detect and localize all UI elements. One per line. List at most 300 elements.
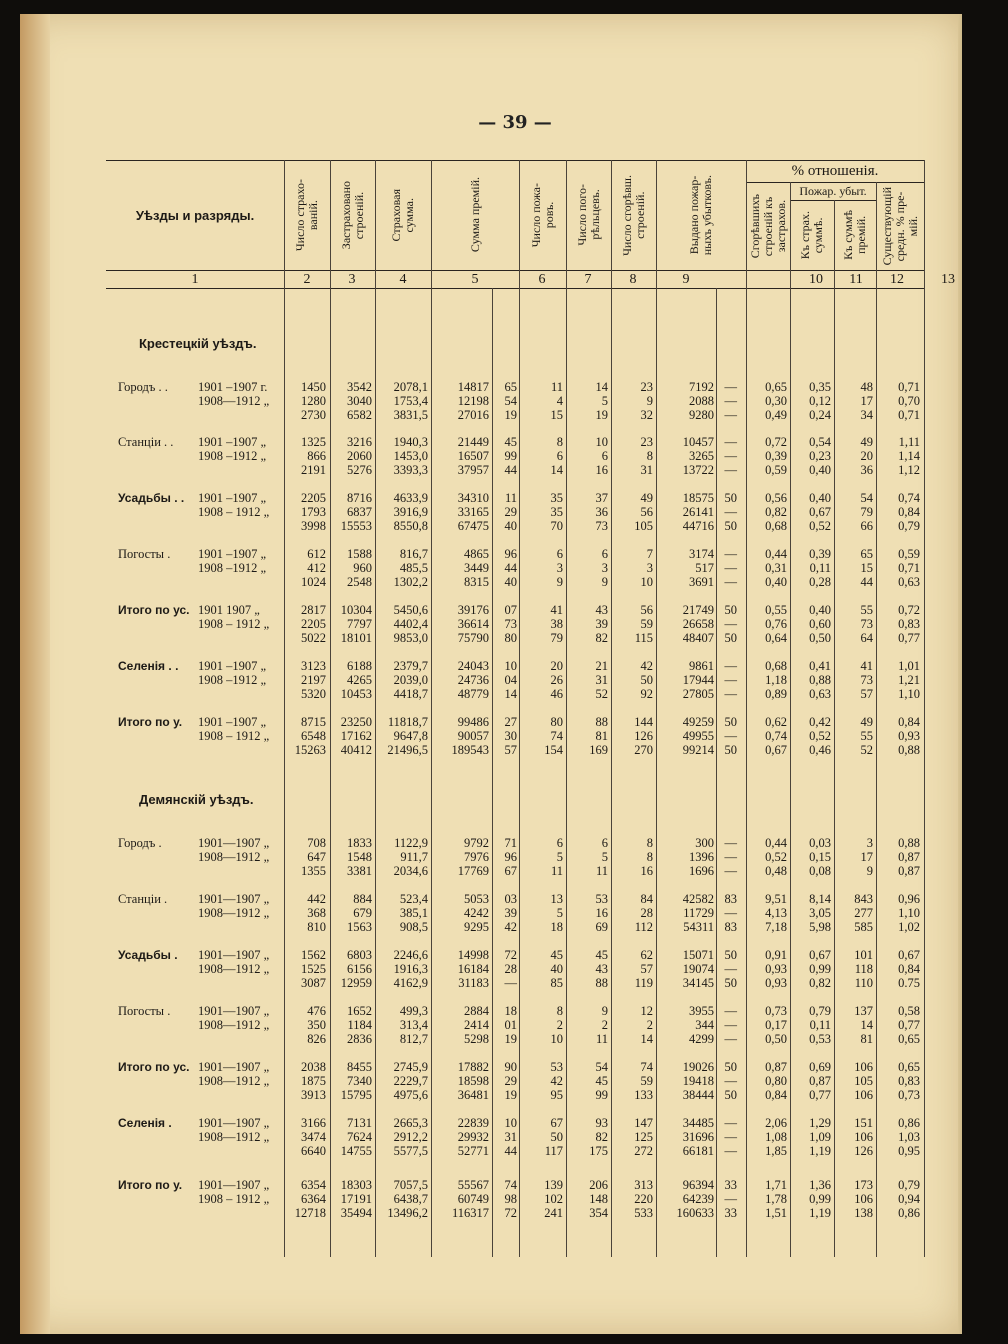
cell-pct-burned: 0,62 [765, 715, 787, 729]
table-row [106, 380, 924, 394]
cell-fires: 79 [550, 631, 563, 645]
cell-pct-to-premiums: 81 [860, 1032, 873, 1046]
cell-losses-paid: 96394 [682, 1178, 714, 1192]
cell-pct-to-sum: 0,99 [809, 962, 831, 976]
cell-pct-to-sum: 0,60 [809, 617, 831, 631]
cell-premium-sum: 189543 [451, 743, 489, 757]
cell-premium-kop: 29 [504, 1074, 517, 1088]
row-period: 1908—1912 „ [198, 962, 270, 976]
cell-pct-burned: 4,13 [765, 906, 787, 920]
cell-premium-kop: 14 [504, 687, 517, 701]
cell-victims: 14 [595, 380, 608, 394]
cell-premium-kop: 07 [504, 603, 517, 617]
cell-losses-kop: — [724, 617, 737, 631]
cell-burned-buildings: 2 [646, 1018, 653, 1032]
cell-premium-kop: 99 [504, 449, 517, 463]
cell-premium-sum: 21449 [457, 435, 489, 449]
cell-pct-burned: 0,44 [765, 547, 787, 561]
cell-pct-to-premiums: 9 [866, 864, 873, 878]
cell-burned-buildings: 147 [634, 1116, 653, 1130]
cell-premium-sum: 75790 [457, 631, 489, 645]
cell-insured-sum: 6438,7 [393, 1192, 428, 1206]
cell-pct-to-premiums: 73 [860, 673, 873, 687]
cell-premium-kop: 65 [504, 380, 517, 394]
cell-avg-premium-pct: 1,12 [898, 463, 920, 477]
cell-victims: 93 [595, 1116, 608, 1130]
cell-insurances: 708 [307, 836, 326, 850]
cell-buildings: 6188 [347, 659, 372, 673]
cell-insurances: 2038 [301, 1060, 326, 1074]
cell-losses-paid: 44716 [682, 519, 714, 533]
cell-losses-paid: 21749 [682, 603, 714, 617]
cell-avg-premium-pct: 0,86 [898, 1116, 920, 1130]
cell-insured-sum: 3393,3 [393, 463, 428, 477]
row-period: 1901 –1907 „ [198, 491, 267, 505]
cell-burned-buildings: 272 [634, 1144, 653, 1158]
cell-losses-kop: 50 [724, 1088, 737, 1102]
cell-victims: 45 [595, 948, 608, 962]
cell-burned-buildings: 31 [640, 463, 653, 477]
header-col-5: Сумма премій. [467, 177, 482, 253]
cell-fires: 5 [556, 850, 563, 864]
cell-avg-premium-pct: 0,86 [898, 1206, 920, 1220]
cell-premium-kop: 19 [504, 408, 517, 422]
header-fire-loss-group: Пожар. убыт. [799, 183, 867, 198]
cell-victims: 16 [595, 906, 608, 920]
cell-insurances: 2205 [301, 617, 326, 631]
cell-pct-to-premiums: 14 [860, 1018, 873, 1032]
cell-insurances: 2191 [301, 463, 326, 477]
cell-losses-kop: — [724, 1144, 737, 1158]
cell-burned-buildings: 115 [634, 631, 653, 645]
table-row [106, 491, 924, 505]
cell-losses-kop: — [724, 575, 737, 589]
row-category-label: Погосты . [118, 1004, 171, 1018]
cell-victims: 73 [595, 519, 608, 533]
cell-insured-sum: 4633,9 [393, 491, 428, 505]
cell-losses-paid: 9861 [689, 659, 714, 673]
cell-pct-to-sum: 0,67 [809, 948, 831, 962]
cell-premium-kop: 72 [504, 948, 517, 962]
cell-insurances: 12718 [294, 1206, 326, 1220]
cell-fires: 95 [550, 1088, 563, 1102]
cell-insurances: 5320 [301, 687, 326, 701]
cell-insured-sum: 2039,0 [393, 673, 428, 687]
table-row [106, 948, 924, 962]
cell-losses-paid: 1696 [689, 864, 714, 878]
cell-losses-paid: 19026 [682, 1060, 714, 1074]
cell-buildings: 7797 [347, 617, 372, 631]
cell-avg-premium-pct: 0,84 [898, 715, 920, 729]
cell-victims: 88 [595, 715, 608, 729]
cell-losses-kop: 50 [724, 715, 737, 729]
cell-victims: 11 [595, 1032, 608, 1046]
cell-buildings: 6803 [347, 948, 372, 962]
cell-losses-kop: — [724, 394, 737, 408]
page-edge [958, 14, 962, 1334]
section-title-krestetsky: Крестецкій уѣздъ. [139, 336, 257, 351]
cell-burned-buildings: 56 [640, 603, 653, 617]
cell-buildings: 1548 [347, 850, 372, 864]
cell-insured-sum: 2078,1 [393, 380, 428, 394]
cell-fires: 2 [556, 1018, 563, 1032]
cell-pct-to-premiums: 57 [860, 687, 873, 701]
header-col-6: Число пожа- ровъ. [528, 182, 556, 248]
cell-losses-paid: 2088 [689, 394, 714, 408]
cell-pct-to-sum: 0,69 [809, 1060, 831, 1074]
cell-insurances: 1525 [301, 962, 326, 976]
cell-buildings: 3216 [347, 435, 372, 449]
column-number-9: 9 [682, 272, 690, 287]
cell-buildings: 12959 [340, 976, 372, 990]
cell-pct-burned: 1,18 [765, 673, 787, 687]
cell-losses-paid: 99214 [682, 743, 714, 757]
cell-fires: 14 [550, 463, 563, 477]
cell-burned-buildings: 62 [640, 948, 653, 962]
cell-premium-kop: 11 [504, 491, 517, 505]
cell-pct-burned: 0,84 [765, 1088, 787, 1102]
cell-avg-premium-pct: 0.75 [898, 976, 920, 990]
column-number-12: 12 [890, 272, 904, 287]
row-period: 1901—1907 „ [198, 1178, 270, 1192]
table-row [106, 729, 924, 743]
cell-premium-kop: 71 [504, 836, 517, 850]
cell-pct-to-sum: 0,46 [809, 743, 831, 757]
cell-premium-kop: 30 [504, 729, 517, 743]
cell-victims: 11 [595, 864, 608, 878]
cell-losses-paid: 49259 [682, 715, 714, 729]
statistics-table [106, 160, 955, 1257]
cell-victims: 9 [601, 575, 608, 589]
cell-pct-to-sum: 3,05 [809, 906, 831, 920]
cell-losses-paid: 15071 [682, 948, 714, 962]
cell-fires: 10 [550, 1032, 563, 1046]
column-number-8: 8 [629, 272, 637, 287]
cell-pct-to-sum: 0,54 [809, 435, 831, 449]
cell-losses-paid: 13722 [682, 463, 714, 477]
cell-burned-buildings: 112 [634, 920, 653, 934]
cell-victims: 6 [601, 449, 608, 463]
cell-pct-to-sum: 0,77 [809, 1088, 831, 1102]
cell-victims: 69 [595, 920, 608, 934]
cell-buildings: 6837 [347, 505, 372, 519]
cell-avg-premium-pct: 0,93 [898, 729, 920, 743]
cell-losses-kop: — [724, 729, 737, 743]
cell-buildings: 15553 [340, 519, 372, 533]
cell-fires: 46 [550, 687, 563, 701]
cell-premium-kop: 74 [504, 1178, 517, 1192]
cell-fires: 70 [550, 519, 563, 533]
cell-insurances: 3123 [301, 659, 326, 673]
cell-avg-premium-pct: 0,74 [898, 491, 920, 505]
row-period: 1908 –1912 „ [198, 449, 267, 463]
table-row [106, 1060, 924, 1074]
header-col-8: Число сгорѣвш. строеній. [619, 174, 647, 256]
cell-pct-burned: 0,48 [765, 864, 787, 878]
cell-losses-kop: 33 [724, 1206, 737, 1220]
cell-losses-paid: 10457 [682, 435, 714, 449]
cell-avg-premium-pct: 0,72 [898, 603, 920, 617]
cell-insured-sum: 2034,6 [393, 864, 428, 878]
table-row [106, 976, 924, 990]
cell-fires: 11 [550, 380, 563, 394]
cell-victims: 148 [589, 1192, 608, 1206]
cell-avg-premium-pct: 0,87 [898, 864, 920, 878]
cell-premium-sum: 4242 [464, 906, 489, 920]
cell-pct-to-premiums: 151 [854, 1116, 873, 1130]
cell-pct-burned: 0,91 [765, 948, 787, 962]
cell-pct-to-premiums: 64 [860, 631, 873, 645]
cell-pct-to-premiums: 106 [854, 1060, 873, 1074]
cell-insurances: 2205 [301, 491, 326, 505]
cell-victims: 82 [595, 631, 608, 645]
cell-losses-kop: — [724, 1032, 737, 1046]
cell-losses-paid: 344 [695, 1018, 714, 1032]
cell-premium-sum: 48779 [457, 687, 489, 701]
cell-burned-buildings: 8 [646, 850, 653, 864]
table-row [106, 1144, 924, 1158]
cell-insured-sum: 2665,3 [393, 1116, 428, 1130]
cell-pct-burned: 0,67 [765, 743, 787, 757]
cell-pct-to-premiums: 106 [854, 1192, 873, 1206]
cell-buildings: 7340 [347, 1074, 372, 1088]
table-row [106, 673, 924, 687]
cell-avg-premium-pct: 0,95 [898, 1144, 920, 1158]
row-period: 1901 1907 „ [198, 603, 260, 617]
cell-insurances: 810 [307, 920, 326, 934]
cell-losses-kop: 83 [724, 920, 737, 934]
cell-pct-to-sum: 0,03 [809, 836, 831, 850]
table-row [106, 1192, 924, 1206]
cell-burned-buildings: 3 [646, 561, 653, 575]
cell-insured-sum: 7057,5 [393, 1178, 428, 1192]
cell-burned-buildings: 49 [640, 491, 653, 505]
cell-losses-kop: 50 [724, 603, 737, 617]
cell-losses-kop: 50 [724, 948, 737, 962]
cell-losses-paid: 300 [695, 836, 714, 850]
table-row [106, 1032, 924, 1046]
cell-insurances: 6354 [301, 1178, 326, 1192]
cell-avg-premium-pct: 1,21 [898, 673, 920, 687]
cell-insurances: 3087 [301, 976, 326, 990]
row-period: 1908—1912 „ [198, 1018, 270, 1032]
cell-pct-to-premiums: 79 [860, 505, 873, 519]
column-number-1: 1 [191, 272, 199, 287]
cell-avg-premium-pct: 1,10 [898, 687, 920, 701]
table-row [106, 617, 924, 631]
cell-fires: 13 [550, 892, 563, 906]
cell-premium-sum: 8315 [464, 575, 489, 589]
cell-burned-buildings: 126 [634, 729, 653, 743]
header-col-9: Выдано пожар- ныхъ убытковъ. [687, 174, 714, 256]
cell-pct-burned: 7,18 [765, 920, 787, 934]
cell-buildings: 40412 [340, 743, 372, 757]
cell-insured-sum: 911,7 [400, 850, 428, 864]
cell-insurances: 3474 [301, 1130, 326, 1144]
cell-avg-premium-pct: 0,65 [898, 1060, 920, 1074]
cell-avg-premium-pct: 0,67 [898, 948, 920, 962]
cell-avg-premium-pct: 0,84 [898, 505, 920, 519]
section-title-demyansky: Демянскій уѣздъ. [139, 792, 254, 807]
cell-pct-to-premiums: 73 [860, 617, 873, 631]
cell-buildings: 1184 [347, 1018, 372, 1032]
row-period: 1908—1912 „ [198, 906, 270, 920]
cell-victims: 99 [595, 1088, 608, 1102]
row-period: 1908—1912 „ [198, 394, 270, 408]
cell-pct-burned: 0,93 [765, 976, 787, 990]
table-row [106, 1206, 924, 1220]
cell-premium-sum: 4865 [464, 547, 489, 561]
cell-buildings: 1588 [347, 547, 372, 561]
row-category-label: Станціи . [118, 892, 168, 906]
cell-losses-kop: — [724, 561, 737, 575]
cell-insured-sum: 816,7 [399, 547, 428, 561]
cell-buildings: 679 [353, 906, 372, 920]
page-number: — 39 — [478, 112, 552, 133]
header-districts: Уѣзды и разряды. [135, 207, 255, 223]
cell-premium-kop: 44 [504, 463, 517, 477]
row-period: 1908 – 1912 „ [198, 729, 270, 743]
cell-pct-burned: 0,44 [765, 836, 787, 850]
cell-pct-to-premiums: 44 [860, 575, 873, 589]
row-period: 1908—1912 „ [198, 850, 270, 864]
row-category-label: Усадьбы . [118, 948, 178, 962]
cell-pct-burned: 0,72 [765, 435, 787, 449]
cell-avg-premium-pct: 0,71 [898, 408, 920, 422]
cell-burned-buildings: 16 [640, 864, 653, 878]
cell-pct-burned: 0,56 [765, 491, 787, 505]
cell-fires: 45 [550, 948, 563, 962]
cell-losses-paid: 38444 [682, 1088, 714, 1102]
table-row [106, 394, 924, 408]
cell-buildings: 7131 [347, 1116, 372, 1130]
cell-insurances: 2197 [301, 673, 326, 687]
cell-pct-to-premiums: 277 [854, 906, 873, 920]
cell-insurances: 15263 [294, 743, 326, 757]
cell-losses-paid: 1396 [689, 850, 714, 864]
cell-buildings: 35494 [340, 1206, 372, 1220]
cell-buildings: 2060 [347, 449, 372, 463]
cell-premium-kop: 72 [504, 1206, 517, 1220]
cell-fires: 8 [556, 435, 563, 449]
cell-premium-sum: 12198 [457, 394, 489, 408]
cell-premium-sum: 5298 [464, 1032, 489, 1046]
cell-losses-kop: — [724, 1116, 737, 1130]
cell-buildings: 2548 [347, 575, 372, 589]
cell-pct-burned: 0,59 [765, 463, 787, 477]
cell-pct-to-sum: 1,36 [809, 1178, 831, 1192]
cell-buildings: 8455 [347, 1060, 372, 1074]
cell-buildings: 5276 [347, 463, 372, 477]
cell-premium-kop: 90 [504, 1060, 517, 1074]
cell-insurances: 1024 [301, 575, 326, 589]
cell-pct-to-premiums: 17 [860, 850, 873, 864]
cell-premium-kop: 45 [504, 435, 517, 449]
cell-premium-sum: 17769 [457, 864, 489, 878]
cell-burned-buildings: 9 [646, 394, 653, 408]
cell-victims: 21 [595, 659, 608, 673]
cell-pct-burned: 1,51 [765, 1206, 787, 1220]
cell-fires: 42 [550, 1074, 563, 1088]
table-row [106, 906, 924, 920]
cell-fires: 6 [556, 449, 563, 463]
cell-premium-kop: 67 [504, 864, 517, 878]
cell-losses-paid: 27805 [682, 687, 714, 701]
cell-pct-to-premiums: 65 [860, 547, 873, 561]
cell-pct-to-sum: 0,52 [809, 729, 831, 743]
cell-insured-sum: 1122,9 [394, 836, 428, 850]
cell-fires: 85 [550, 976, 563, 990]
cell-pct-to-premiums: 126 [854, 1144, 873, 1158]
table-row [106, 547, 924, 561]
cell-victims: 37 [595, 491, 608, 505]
cell-pct-to-premiums: 48 [860, 380, 873, 394]
cell-losses-paid: 3174 [689, 547, 714, 561]
cell-losses-kop: 50 [724, 976, 737, 990]
cell-insured-sum: 9647,8 [393, 729, 428, 743]
row-category-label: Селенія . [118, 1116, 172, 1130]
cell-insured-sum: 1453,0 [393, 449, 428, 463]
cell-burned-buildings: 220 [634, 1192, 653, 1206]
cell-fires: 139 [544, 1178, 563, 1192]
cell-burned-buildings: 23 [640, 435, 653, 449]
cell-premium-sum: 5053 [464, 892, 489, 906]
row-period: 1901 –1907 „ [198, 659, 267, 673]
cell-burned-buildings: 133 [634, 1088, 653, 1102]
cell-victims: 169 [589, 743, 608, 757]
cell-avg-premium-pct: 0,87 [898, 850, 920, 864]
cell-avg-premium-pct: 0,88 [898, 836, 920, 850]
cell-fires: 35 [550, 505, 563, 519]
cell-premium-sum: 36614 [457, 617, 489, 631]
cell-burned-buildings: 125 [634, 1130, 653, 1144]
cell-insured-sum: 3916,9 [393, 505, 428, 519]
cell-pct-to-sum: 0,88 [809, 673, 831, 687]
cell-pct-to-sum: 0,63 [809, 687, 831, 701]
cell-buildings: 17162 [340, 729, 372, 743]
row-period: 1908 –1912 „ [198, 561, 267, 575]
cell-victims: 43 [595, 962, 608, 976]
cell-pct-burned: 9,51 [765, 892, 787, 906]
cell-insurances: 2817 [301, 603, 326, 617]
cell-pct-to-premiums: 55 [860, 729, 873, 743]
cell-fires: 67 [550, 1116, 563, 1130]
column-number-6: 6 [538, 272, 546, 287]
cell-avg-premium-pct: 0,71 [898, 380, 920, 394]
table-row [106, 687, 924, 701]
header-col-3: Застраховано строеній. [338, 180, 366, 250]
cell-burned-buildings: 270 [634, 743, 653, 757]
cell-victims: 31 [595, 673, 608, 687]
table-row [106, 561, 924, 575]
cell-burned-buildings: 56 [640, 505, 653, 519]
cell-pct-to-sum: 0,11 [809, 561, 831, 575]
cell-pct-burned: 0,76 [765, 617, 787, 631]
cell-pct-to-premiums: 52 [860, 743, 873, 757]
cell-insured-sum: 3831,5 [393, 408, 428, 422]
table-row [106, 920, 924, 934]
cell-buildings: 14755 [340, 1144, 372, 1158]
row-period: 1901—1907 „ [198, 836, 270, 850]
cell-premium-kop: 03 [504, 892, 517, 906]
cell-pct-to-sum: 0,50 [809, 631, 831, 645]
cell-premium-kop: 27 [504, 715, 517, 729]
cell-pct-to-premiums: 173 [854, 1178, 873, 1192]
cell-premium-kop: 73 [504, 617, 517, 631]
cell-insured-sum: 485,5 [399, 561, 428, 575]
cell-losses-paid: 19418 [682, 1074, 714, 1088]
cell-pct-to-sum: 0,41 [809, 659, 831, 673]
